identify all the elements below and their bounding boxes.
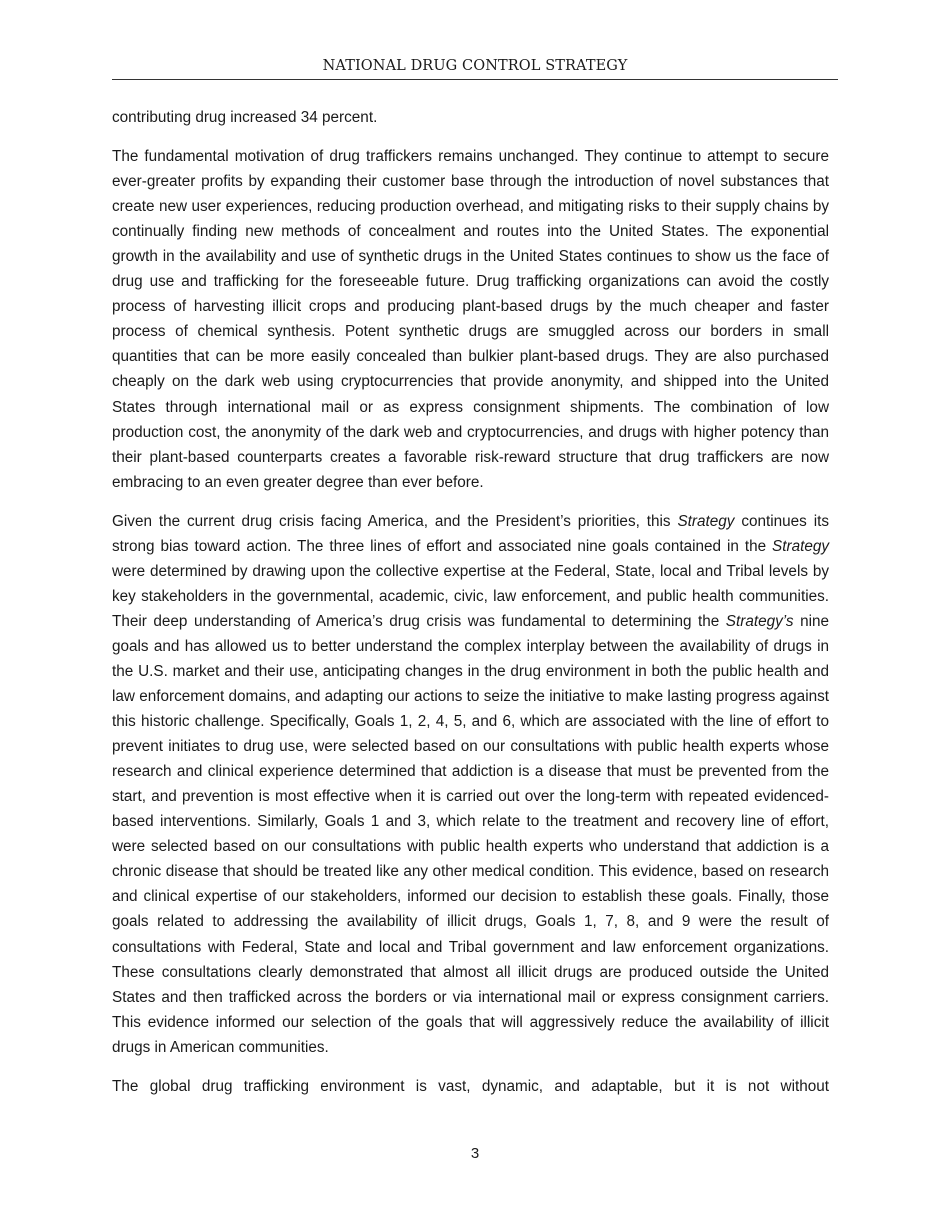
text-span: Given the current drug crisis facing America, and the President’s priorities, this: [112, 512, 678, 530]
text-span: nine goals and has allowed us to better understand the complex interplay between the availability of drugs in the U.S. market and their use, anticipating changes in the drug environment in both the public health and law enforcement domains, and adapting our actions to seize the initiative to make lasting progress against this historic challenge. Specifically, Goals 1, 2, 4, 5, and 6, which are associated with the line of effort to prevent initiates to drug use, were selected based on our consultations with public health experts whose research and clinical experience determined that addiction is a disease that must be prevented from the start, and prevention is most effective when it is carried out over the long-term with repeated evidenced-based interventions. Similarly, Goals 1 and 3, which relate to the treatment and recovery line of effort, were selected based on our consultations with public health experts who understand that addiction is a chronic disease that should be treated like any other medical condition. This evidence, based on research and clinical expertise of our stakeholders, informed our decision to establish these goals. Finally, those goals related to addressing the availability of illicit drugs, Goals 1, 7, 8, and 9 were the result of consultations with Federal, State and local and Tribal government and law enforcement organizations. These consultations clearly demonstrated that almost all illicit drugs are produced outside the United States and then trafficked across the borders or via international mail or express consignment carriers. This evidence informed our selection of the goals that will aggressively reduce the availability of illicit drugs in American communities.: [112, 612, 829, 1056]
running-header: NATIONAL DRUG CONTROL STRATEGY: [112, 56, 838, 80]
paragraph-strategy-goals: [112, 509, 829, 1060]
italic-strategy: Strategy: [677, 512, 735, 530]
italic-strategys: Strategy’s: [725, 612, 794, 630]
page-number: 3: [470, 1145, 480, 1162]
paragraph-continuation: contributing drug increased 34 percent.: [112, 109, 378, 126]
italic-strategy: Strategy: [772, 537, 829, 555]
paragraph-trafficker-motivation: The fundamental motivation of drug traffickers remains unchanged. They continue to attempt to secure ever-greater profits by expanding their customer base through the introduction of novel substances that create new user experiences, reducing production overhead, and mitigating risks to their supply chains by continually finding new methods of concealment and routes into the United States. The exponential growth in the availability and use of synthetic drugs in the United States continues to show us the face of drug use and trafficking for the foreseeable future. Drug trafficking organizations can avoid the costly process of harvesting illicit crops and producing plant-based drugs by the much cheaper and faster process of chemical synthesis. Potent synthetic drugs are smuggled across our borders in small quantities that can be more easily concealed than bulkier plant-based drugs. They are also purchased cheaply on the dark web using cryptocurrencies that provide anonymity, and shipped into the United States through international mail or as express consignment shipments. The combination of low production cost, the anonymity of the dark web and cryptocurrencies, and drugs with higher potency than their plant-based counterparts creates a favorable risk-reward structure that drug traffickers are now embracing to an even greater degree than ever before.: [112, 148, 829, 491]
text-span: continues its strong bias toward action. The three lines of effort and associated nine goals contained in the: [112, 512, 830, 555]
body-text: [112, 105, 829, 1113]
paragraph-global-environment: The global drug trafficking environment is vast, dynamic, and adaptable, but it is not without: [112, 1077, 829, 1095]
text-span: were determined by drawing upon the collective expertise at the Federal, State, local and Tribal levels by key stakeholders in the governmental, academic, civic, law enforcement, and public health communities. Their deep understanding of America’s drug crisis was fundamental to determining the: [112, 562, 829, 630]
